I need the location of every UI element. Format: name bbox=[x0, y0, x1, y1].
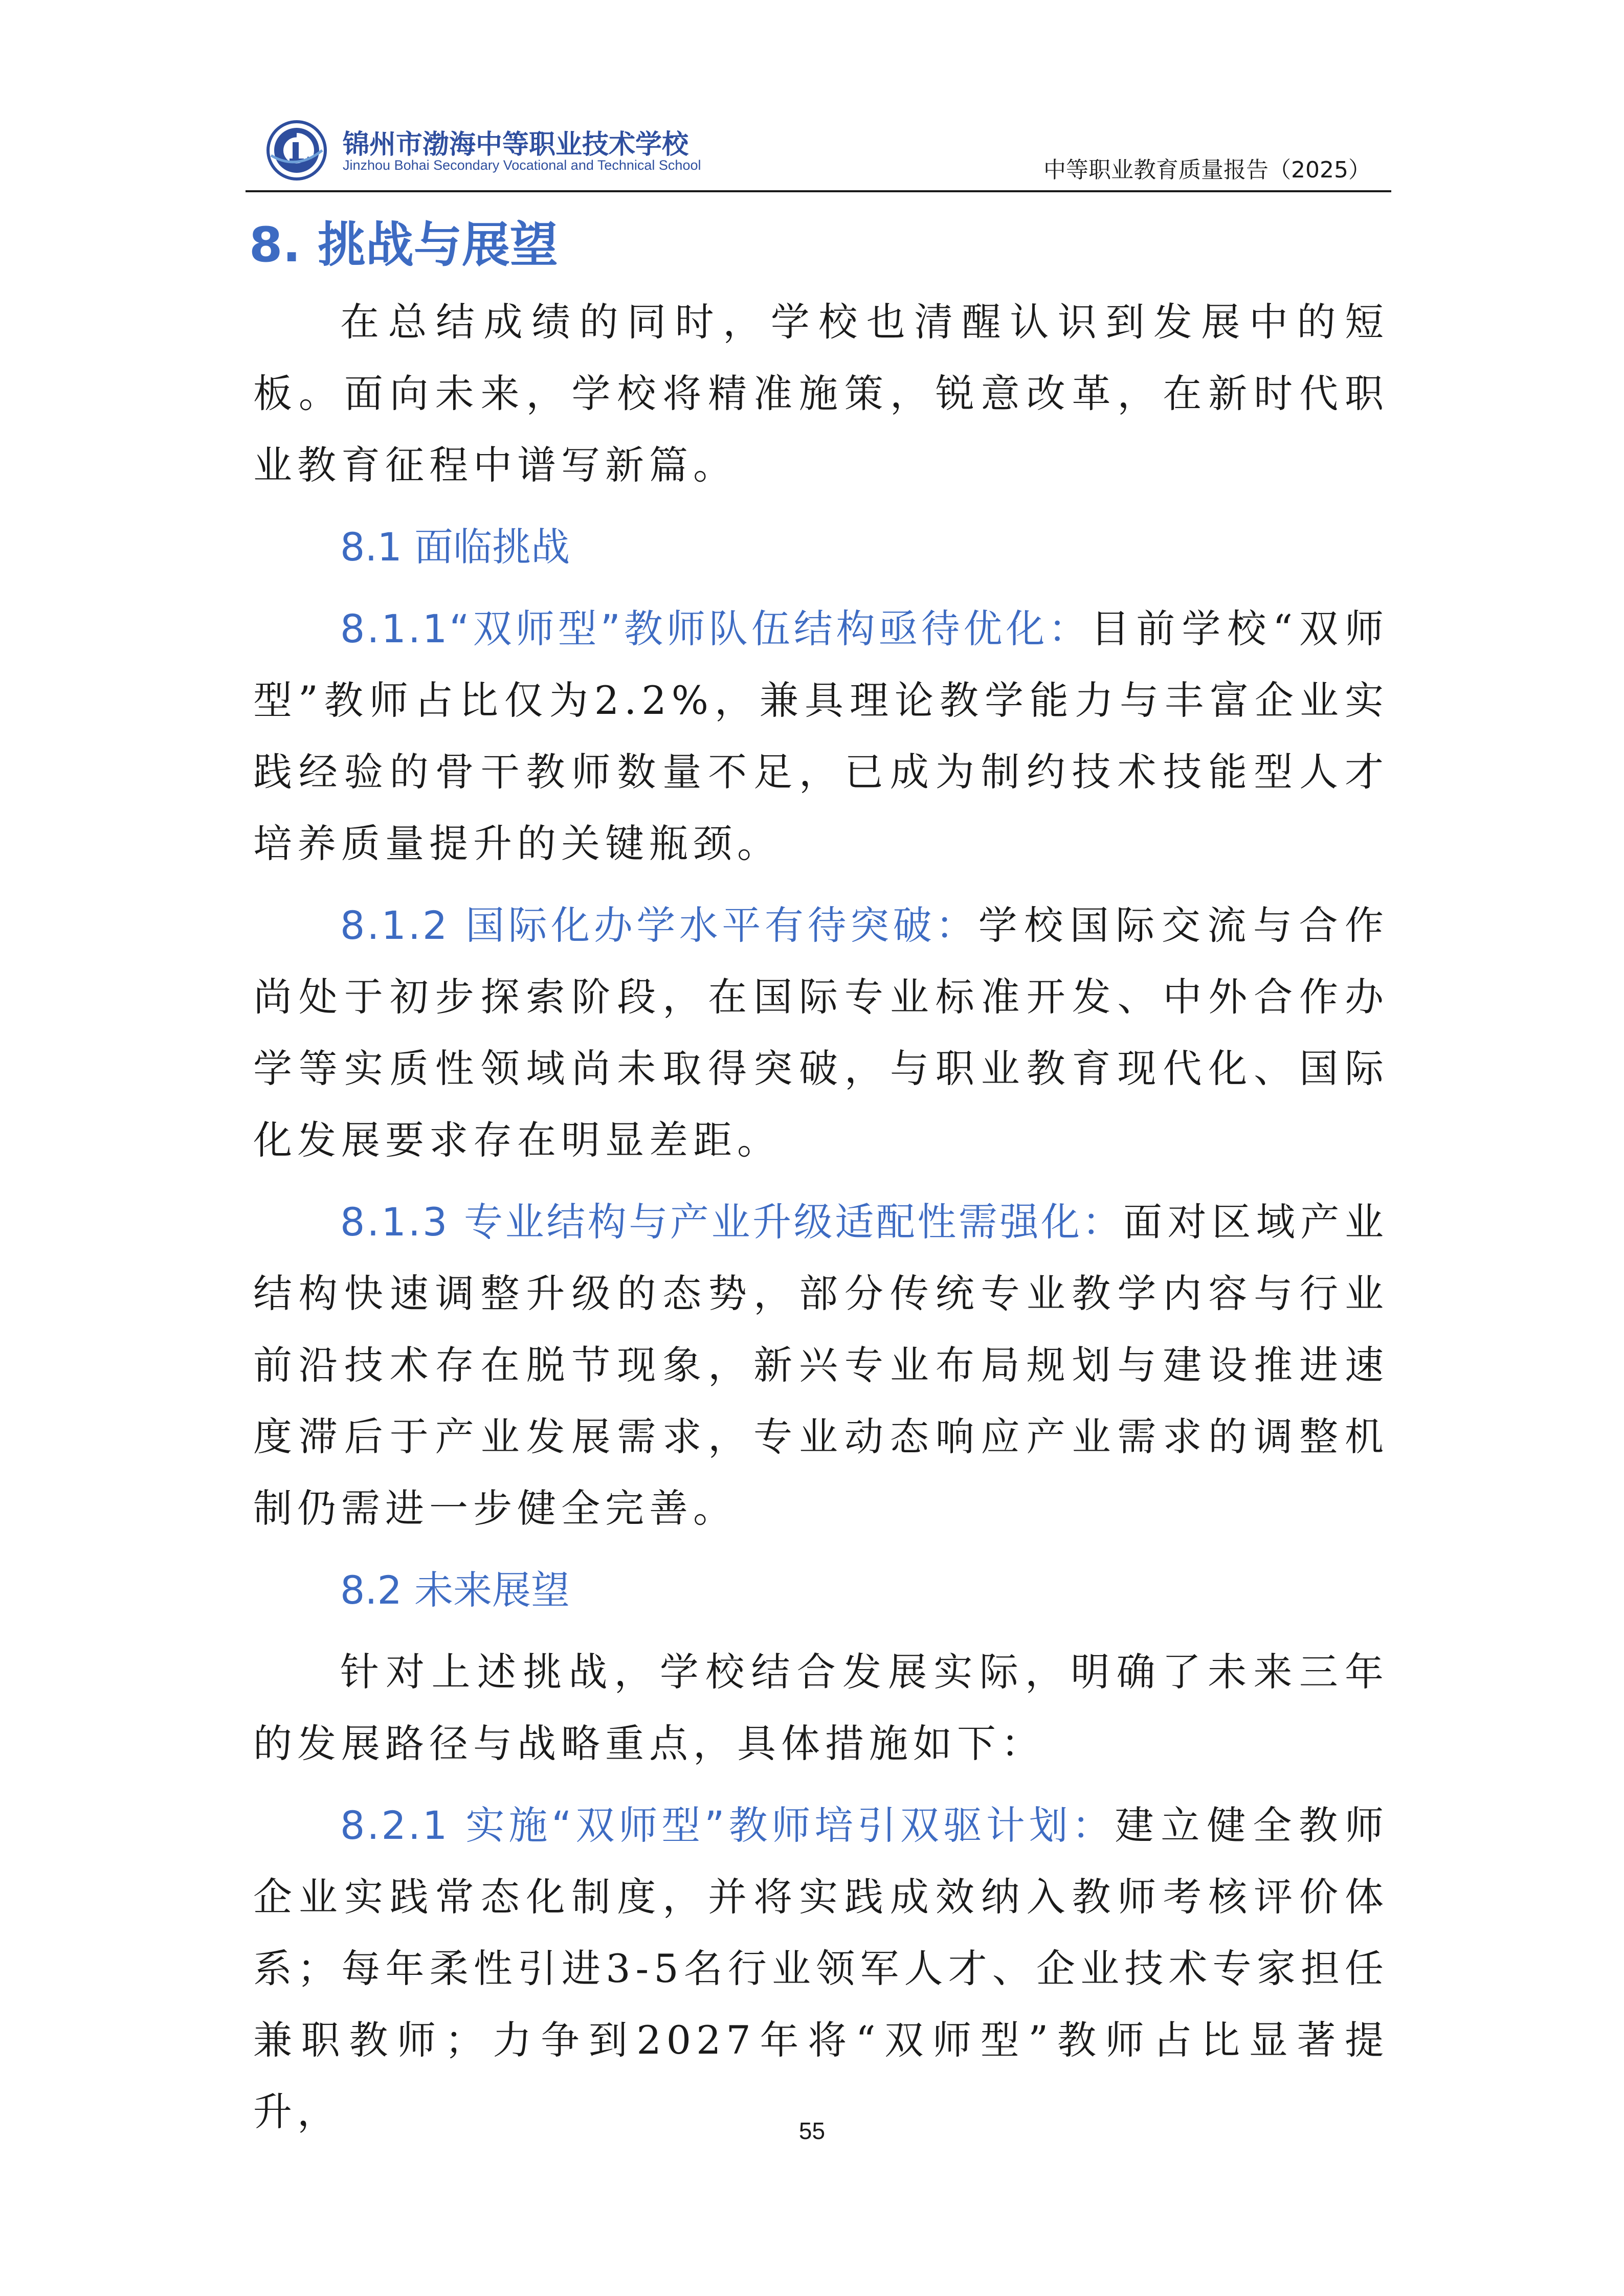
outlook-item bbox=[253, 1790, 1389, 2148]
subsection-title-challenges: 8.1 面临挑战 bbox=[340, 524, 570, 570]
page-number: 55 bbox=[798, 2118, 826, 2144]
challenge-item-heading: 8.1.2 国际化办学水平有待突破： bbox=[340, 903, 978, 948]
section-title: 8. 挑战与展望 bbox=[249, 217, 558, 273]
outlook-item-body: 建立健全教师企业实践常态化制度，并将实践成效纳入教师考核评价体系；每年柔性引进3-5名行业领军人才、企业技术专家担任兼职教师；力争到2027年将“双师型”教师占比显著提升， bbox=[253, 1803, 1389, 2134]
challenge-item-body: 目前学校“双师型”教师占比仅为2.2%，兼具理论教学能力与丰富企业实践经验的骨干教师数量不足，已成为制约技术技能型人才培养质量提升的关键瓶颈。 bbox=[253, 606, 1389, 866]
outlook-item-heading: 8.2.1 实施“双师型”教师培引双驱计划： bbox=[340, 1803, 1115, 1848]
challenge-item bbox=[253, 890, 1389, 1176]
report-title: 中等职业教育质量报告（2025） bbox=[1043, 157, 1371, 183]
challenge-item-body: 学校国际交流与合作尚处于初步探索阶段，在国际专业标准开发、中外合作办学等实质性领域尚未取得突破，与职业教育现代化、国际化发展要求存在明显差距。 bbox=[253, 903, 1389, 1163]
page-content bbox=[249, 210, 1389, 2158]
school-emblem-icon bbox=[266, 120, 327, 181]
challenge-item-body: 面对区域产业结构快速调整升级的态势，部分传统专业教学内容与行业前沿技术存在脱节现象，新兴专业布局规划与建设推进速度滞后于产业发展需求，专业动态响应产业需求的调整机制仍需进一步健全完善。 bbox=[253, 1199, 1389, 1531]
challenge-item-heading: 8.1.1“双师型”教师队伍结构亟待优化： bbox=[340, 606, 1091, 651]
challenge-item bbox=[253, 1186, 1389, 1544]
section-intro: 在总结成绩的同时，学校也清醒认识到发展中的短板。面向未来，学校将精准施策，锐意改革，在新时代职业教育征程中谱写新篇。 bbox=[253, 299, 1389, 488]
outlook-intro: 针对上述挑战，学校结合发展实际，明确了未来三年的发展路径与战略重点，具体措施如下： bbox=[253, 1649, 1389, 1766]
school-name-en: Jinzhou Bohai Secondary Vocational and Technical School bbox=[343, 157, 701, 173]
school-name-cn: 锦州市渤海中等职业技术学校 bbox=[343, 129, 689, 160]
subsection-title-outlook: 8.2 未来展望 bbox=[340, 1567, 570, 1613]
page-header bbox=[246, 112, 1391, 194]
challenge-item bbox=[253, 593, 1389, 880]
header-divider bbox=[246, 190, 1391, 192]
challenge-item-heading: 8.1.3 专业结构与产业升级适配性需强化： bbox=[340, 1199, 1124, 1245]
